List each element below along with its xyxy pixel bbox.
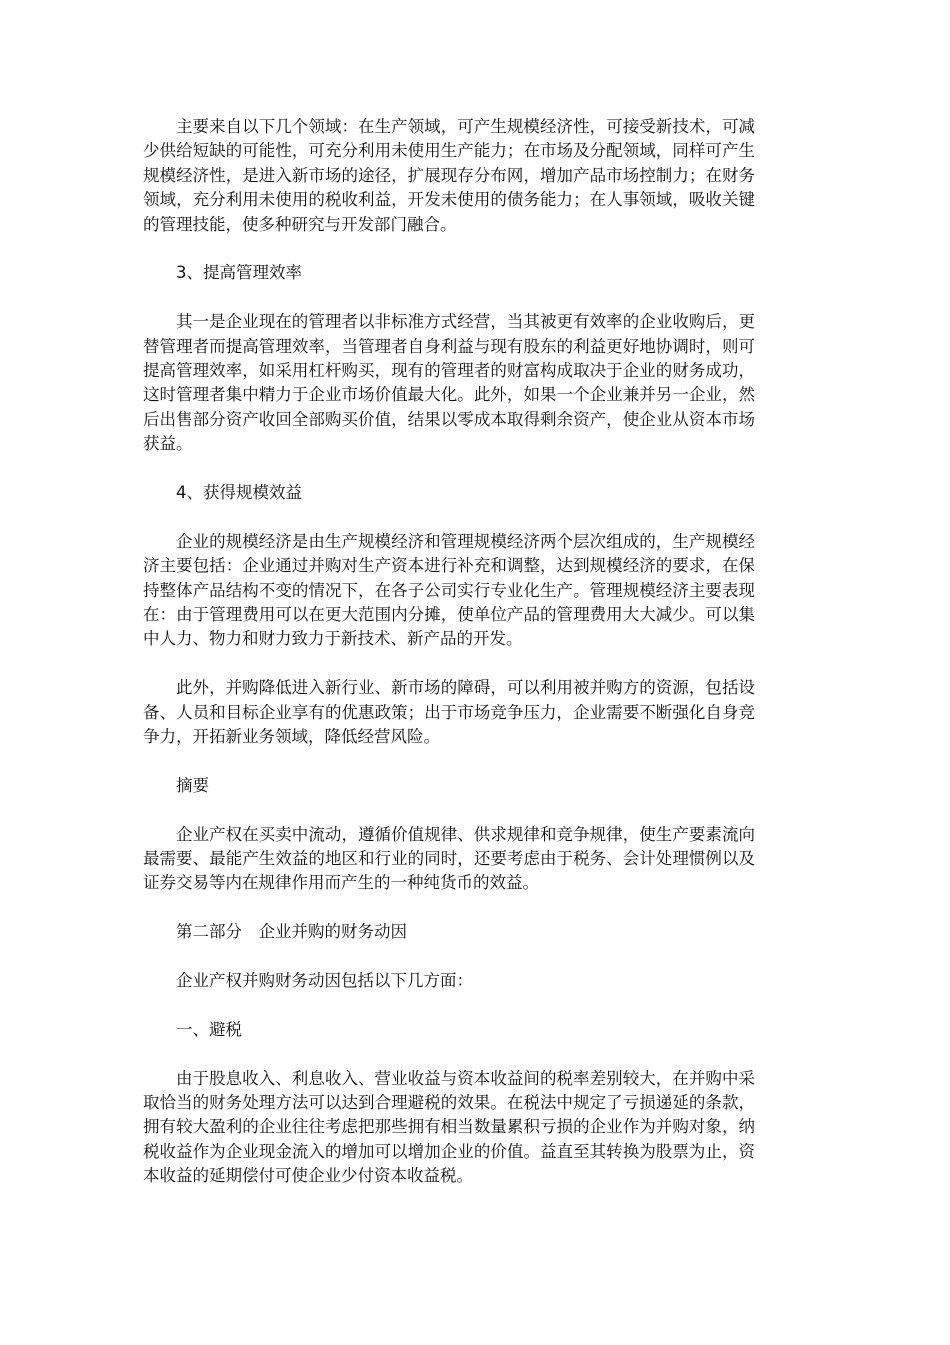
heading-part-two: 第二部分 企业并购的财务动因 — [176, 922, 407, 942]
paragraph-abstract: 企业产权在买卖中流动，遵循价值规律、供求规律和竞争规律，使生产要素流向最需要、最能产生效益的地区和行业的同时，还要考虑由于税务、会计处理惯例以及证券交易等内在规律作用而产生的一种纯货币的效益。 — [143, 824, 755, 893]
document-page — [143, 115, 755, 1213]
heading-management-efficiency: 3、提高管理效率 — [176, 263, 302, 283]
paragraph-market-barriers: 此外，并购降低进入新行业、新市场的障碍，可以利用被并购方的资源，包括设备、人员和目标企业享有的优惠政策；出于市场竞争压力，企业需要不断强化自身竞争力，开拓新业务领域，降低经营风险。 — [143, 678, 755, 747]
paragraph-management-efficiency: 其一是企业现在的管理者以非标准方式经营，当其被更有效率的企业收购后，更替管理者而提高管理效率，当管理者自身利益与现有股东的利益更好地协调时，则可提高管理效率，如采用杠杆购买，现有的管理者的财富构成取决于企业的财务成功，这时管理者集中精力于企业市场价值最大化。此外，如果一个企业兼并另一企业，然后出售部分资产收回全部购买价值，结果以零成本取得剩余资产，使企业从资本市场获益。 — [143, 312, 755, 454]
heading-financial-motives-intro: 企业产权并购财务动因包括以下几方面： — [176, 971, 473, 991]
paragraph-scale-economy: 企业的规模经济是由生产规模经济和管理规模经济两个层次组成的，生产规模经济主要包括：企业通过并购对生产资本进行补充和调整，达到规模经济的要求，在保持整体产品结构不变的情况下，在各子公司实行专业化生产。管理规模经济主要表现在：由于管理费用可以在更大范围内分摊，使单位产品的管理费用大大减少。可以集中人力、物力和财力致力于新技术、新产品的开发。 — [143, 531, 755, 649]
paragraph-tax-avoidance: 由于股息收入、利息收入、营业收益与资本收益间的税率差别较大，在并购中采取恰当的财务处理方法可以达到合理避税的效果。在税法中规定了亏损递延的条款，拥有较大盈利的企业往往考虑把那些拥有相当数量累积亏损的企业作为并购对象，纳税收益作为企业现金流入的增加可以增加企业的价值。益直至其转换为股票为止，资本收益的延期偿付可使企业少付资本收益税。 — [143, 1068, 755, 1186]
heading-abstract: 摘要 — [176, 775, 209, 795]
heading-scale-benefits: 4、获得规模效益 — [176, 483, 302, 503]
paragraph-business-areas: 主要来自以下几个领域：在生产领域，可产生规模经济性，可接受新技术，可减少供给短缺的可能性，可充分利用未使用生产能力；在市场及分配领域，同样可产生规模经济性，是进入新市场的途径，扩展现存分布网，增加产品市场控制力；在财务领域，充分利用未使用的税收利益，开发未使用的债务能力；在人事领域，吸收关键的管理技能，使多种研究与开发部门融合。 — [143, 117, 755, 234]
heading-tax-avoidance: 一、避税 — [176, 1019, 242, 1039]
